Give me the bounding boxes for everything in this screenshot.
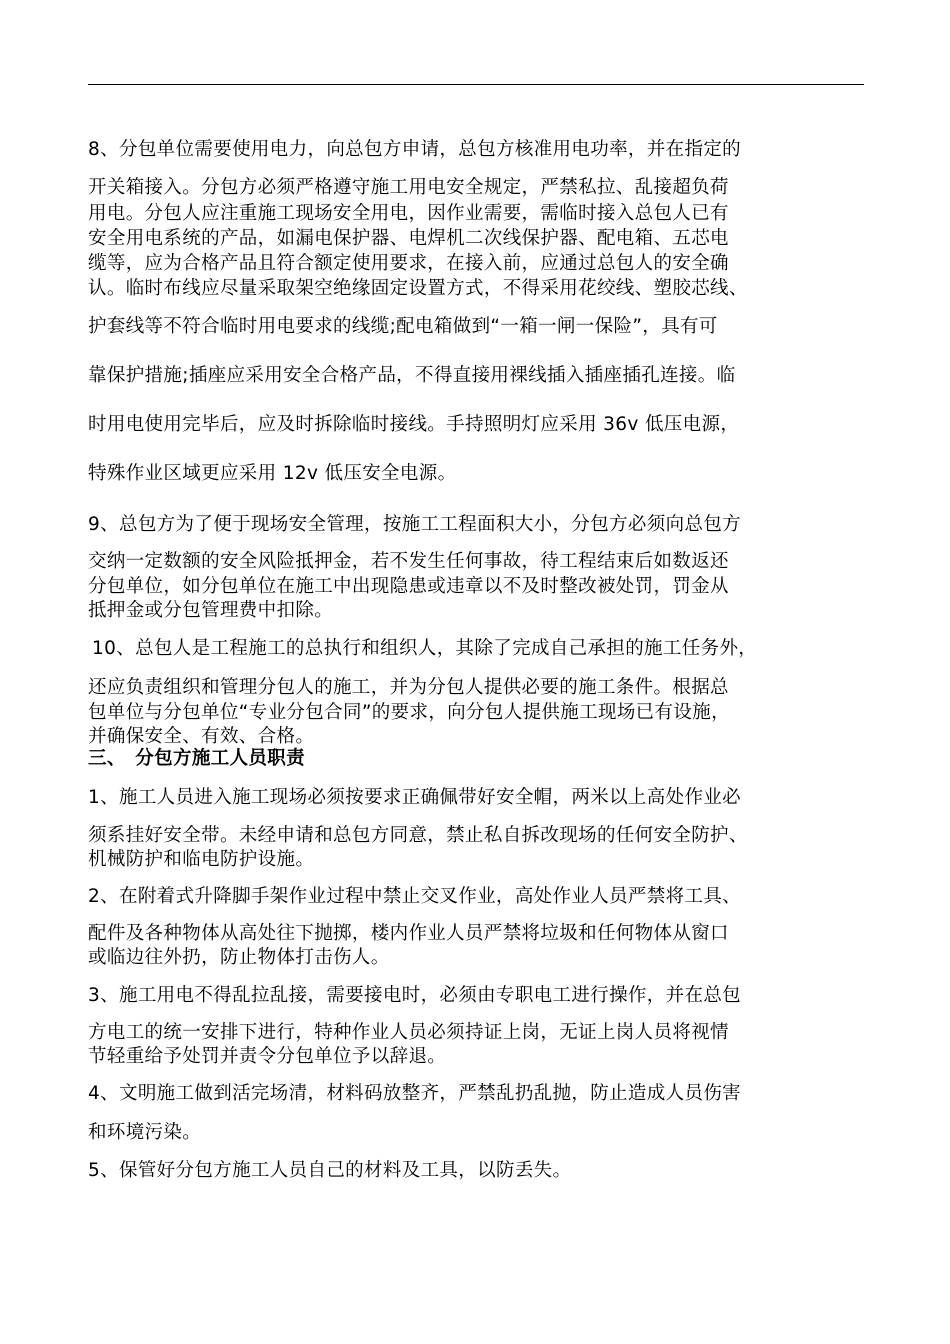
- text-line: 用电。分包人应注重施工现场安全用电，因作业需要，需临时接入总包人已有: [88, 203, 729, 224]
- text-line: 配件及各种物体从高处往下抛掷，楼内作业人员严禁将垃圾和任何物体从窗口: [88, 923, 729, 944]
- text-line: 抵押金或分包管理费中扣除。: [88, 600, 334, 621]
- text-line: 时用电使用完毕后，应及时拆除临时接线。手持照明灯应采用 36v 低压电源，: [88, 414, 740, 435]
- text-line: 3、施工用电不得乱拉乱接，需要接电时，必须由专职电工进行操作，并在总包: [88, 985, 742, 1006]
- text-line: 4、文明施工做到活完场清，材料码放整齐，严禁乱扔乱抛，防止造成人员伤害: [88, 1083, 742, 1104]
- text-line: 机械防护和临电防护设施。: [88, 849, 315, 870]
- text-line: 方电工的统一安排下进行，特种作业人员必须持证上岗，无证上岗人员将视情: [88, 1022, 729, 1043]
- text-line: 分包单位，如分包单位在施工中出现隐患或违章以不及时整改被处罚，罚金从: [88, 576, 729, 597]
- text-line: 须系挂好安全带。未经申请和总包方同意，禁止私自拆改现场的任何安全防护、: [88, 825, 748, 846]
- section-heading: 三、 分包方施工人员职责: [88, 748, 305, 769]
- text-line: 包单位与分包单位“专业分包合同”的要求，向分包人提供施工现场已有设施，: [88, 702, 730, 723]
- text-line: 和环境污染。: [88, 1122, 202, 1143]
- text-line: 或临边往外扔，防止物体打击伤人。: [88, 947, 390, 968]
- text-line: 认。临时布线应尽量采取架空绝缘固定设置方式，不得采用花绞线、塑胶芯线、: [88, 278, 748, 299]
- text-line: 缆等，应为合格产品且符合额定使用要求，在接入前，应通过总包人的安全确: [88, 253, 729, 274]
- text-line: 10、总包人是工程施工的总执行和组织人，其除了完成自己承担的施工任务外，: [92, 638, 758, 659]
- text-line: 交纳一定数额的安全风险抵押金，若不发生任何事故，待工程结束后如数返还: [88, 551, 729, 572]
- text-line: 9、总包方为了便于现场安全管理，按施工工程面积大小，分包方必须向总包方: [88, 514, 742, 535]
- text-line: 靠保护措施;插座应采用安全合格产品，不得直接用裸线插入插座插孔连接。临: [88, 365, 736, 386]
- text-line: 还应负责组织和管理分包人的施工，并为分包人提供必要的施工条件。根据总: [88, 677, 729, 698]
- header-rule: [88, 84, 864, 85]
- text-line: 开关箱接入。分包方必须严格遵守施工用电安全规定，严禁私拉、乱接超负荷: [88, 177, 729, 198]
- text-line: 并确保安全、有效、合格。: [88, 726, 315, 747]
- text-line: 5、保管好分包方施工人员自己的材料及工具，以防丢失。: [88, 1160, 572, 1181]
- text-line: 护套线等不符合临时用电要求的线缆;配电箱做到“一箱一闸一保险”，具有可: [88, 316, 718, 337]
- text-line: 特殊作业区域更应采用 12v 低压安全电源。: [88, 463, 457, 484]
- text-line: 节轻重给予处罚并责令分包单位予以辞退。: [88, 1046, 447, 1067]
- text-line: 2、在附着式升降脚手架作业过程中禁止交叉作业，高处作业人员严禁将工具、: [88, 886, 742, 907]
- text-line: 8、分包单位需要使用电力，向总包方申请，总包方核准用电功率，并在指定的: [88, 139, 742, 160]
- text-line: 1、施工人员进入施工现场必须按要求正确佩带好安全帽，两米以上高处作业必: [88, 787, 742, 808]
- text-line: 安全用电系统的产品，如漏电保护器、电焊机二次线保护器、配电箱、五芯电: [88, 228, 729, 249]
